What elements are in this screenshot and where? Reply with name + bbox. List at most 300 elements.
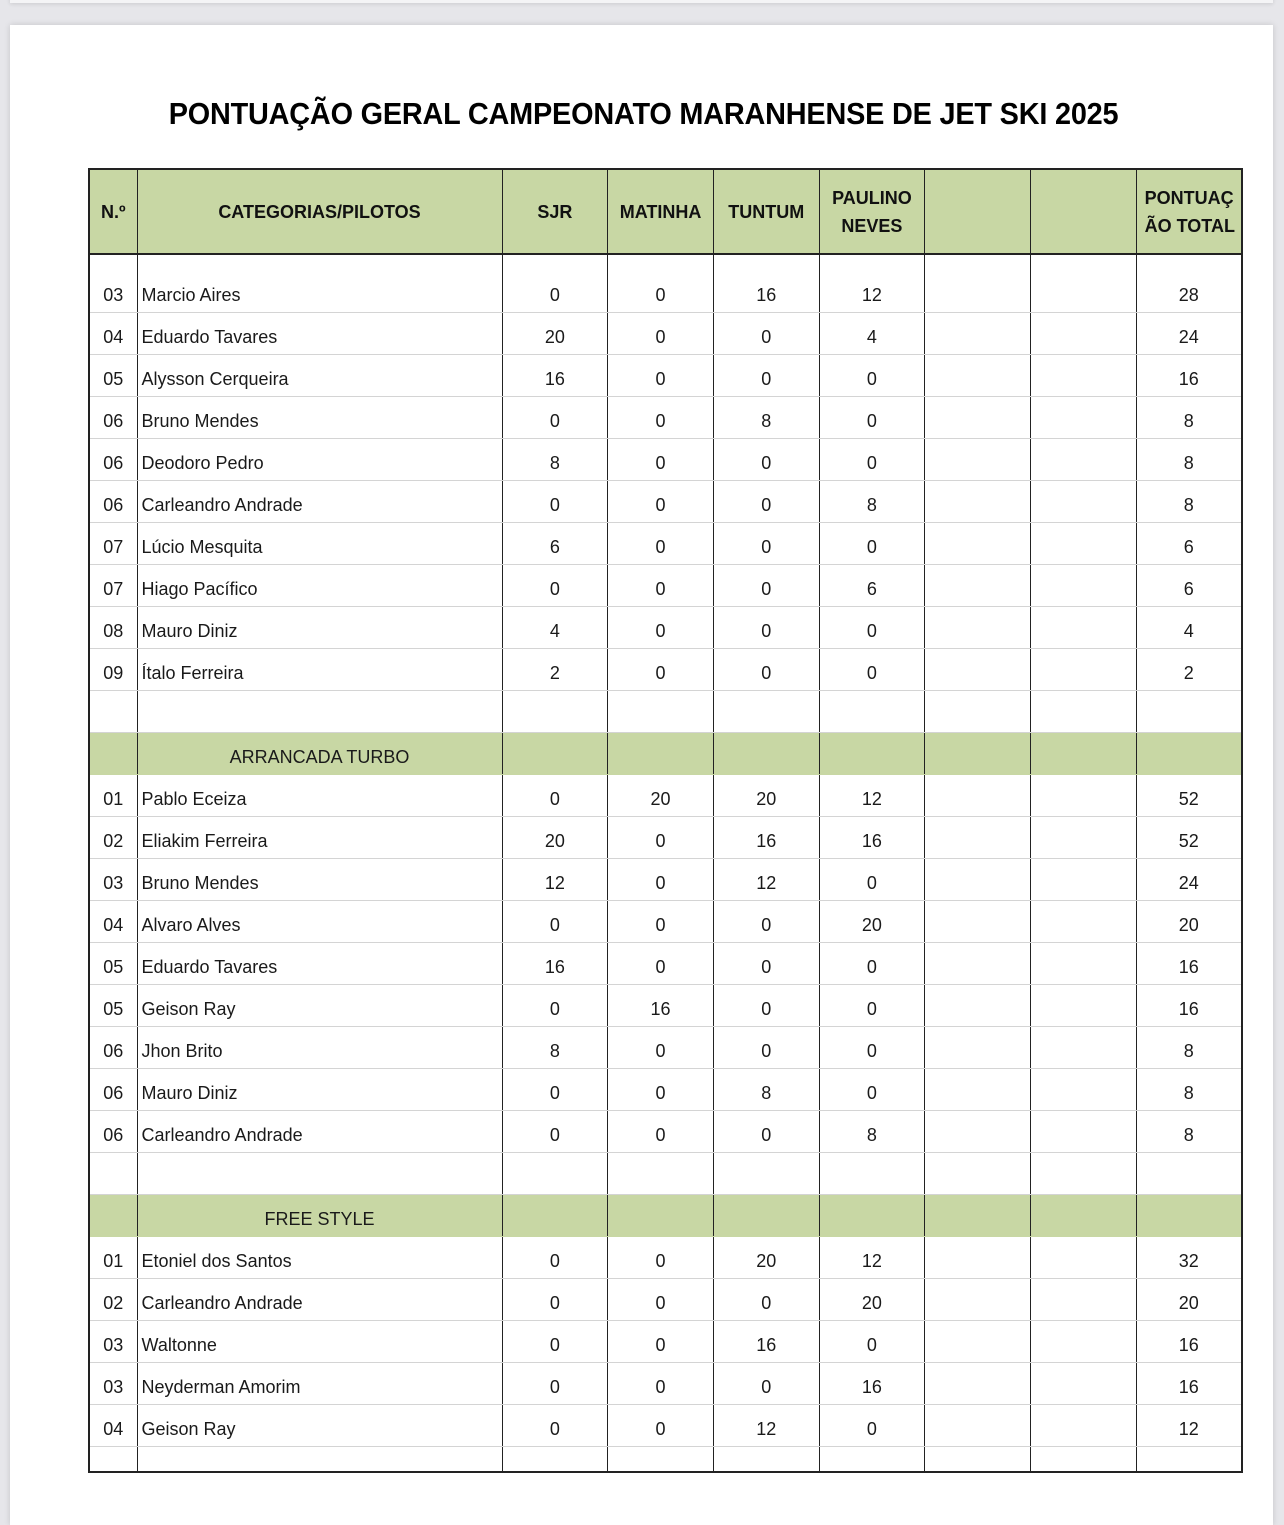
cell-matinha: 0 (608, 816, 714, 858)
cell-matinha (608, 1152, 714, 1194)
cell-total (1136, 732, 1242, 774)
cell-no: 02 (89, 816, 137, 858)
cell-sjr: 8 (502, 1026, 608, 1068)
cell-tuntum: 12 (713, 1404, 819, 1446)
cell-paulino-neves: 12 (819, 774, 925, 816)
cell-tuntum: 0 (713, 648, 819, 690)
header-row (89, 169, 1242, 254)
cell-total: 16 (1136, 1362, 1242, 1404)
pilot-row (89, 1068, 1242, 1110)
cell-matinha (608, 1194, 714, 1236)
cell-sjr: 0 (502, 1362, 608, 1404)
cell-paulino-neves: 20 (819, 1278, 925, 1320)
cell-pilot-name: Deodoro Pedro (137, 438, 502, 480)
cell-empty-1 (925, 1320, 1031, 1362)
cell-empty-1 (925, 564, 1031, 606)
cell-total: 8 (1136, 438, 1242, 480)
cell-pilot-name: Alysson Cerqueira (137, 354, 502, 396)
cell-empty-1 (925, 438, 1031, 480)
cell-total: 16 (1136, 942, 1242, 984)
cell-no: 06 (89, 1026, 137, 1068)
cell-tuntum (713, 1152, 819, 1194)
pilot-row (89, 858, 1242, 900)
pilot-row (89, 1362, 1242, 1404)
cell-total: 2 (1136, 648, 1242, 690)
cell-sjr: 0 (502, 774, 608, 816)
cell-paulino-neves: 12 (819, 254, 925, 312)
cell-pilot-name: Geison Ray (137, 984, 502, 1026)
pilot-row (89, 648, 1242, 690)
cell-sjr: 0 (502, 1320, 608, 1362)
cell-sjr (502, 732, 608, 774)
cell-pilot-name: Mauro Diniz (137, 1068, 502, 1110)
spacer-row (89, 1152, 1242, 1194)
cell-no: 08 (89, 606, 137, 648)
cell-pilot-name: Ítalo Ferreira (137, 648, 502, 690)
cell-empty-1 (925, 1194, 1031, 1236)
cell-empty-2 (1030, 354, 1136, 396)
scores-body (89, 254, 1242, 1472)
cell-empty-1 (925, 522, 1031, 564)
cell-no (89, 1446, 137, 1472)
header-total-points: PONTUAÇ ÃO TOTAL (1136, 169, 1242, 254)
cell-sjr: 4 (502, 606, 608, 648)
cell-paulino-neves: 0 (819, 522, 925, 564)
cell-total: 28 (1136, 254, 1242, 312)
cell-matinha: 0 (608, 1320, 714, 1362)
cell-empty-1 (925, 1026, 1031, 1068)
cell-empty-2 (1030, 1278, 1136, 1320)
cell-tuntum: 12 (713, 858, 819, 900)
cell-paulino-neves (819, 1194, 925, 1236)
cell-tuntum: 0 (713, 1362, 819, 1404)
cell-paulino-neves: 12 (819, 1236, 925, 1278)
cell-total: 8 (1136, 1068, 1242, 1110)
cell-total: 8 (1136, 396, 1242, 438)
cell-empty-2 (1030, 606, 1136, 648)
cell-tuntum (713, 690, 819, 732)
pilot-row (89, 438, 1242, 480)
cell-empty-2 (1030, 1152, 1136, 1194)
cell-empty-2 (1030, 1404, 1136, 1446)
cell-empty-1 (925, 942, 1031, 984)
cell-tuntum: 8 (713, 396, 819, 438)
cell-matinha: 0 (608, 1026, 714, 1068)
cell-empty-2 (1030, 1110, 1136, 1152)
cell-paulino-neves: 0 (819, 396, 925, 438)
cell-empty-1 (925, 1110, 1031, 1152)
cell-paulino-neves: 6 (819, 564, 925, 606)
cell-empty-1 (925, 1152, 1031, 1194)
cell-tuntum: 0 (713, 1026, 819, 1068)
cell-tuntum: 0 (713, 1110, 819, 1152)
cell-empty-1 (925, 396, 1031, 438)
cell-empty-1 (925, 1404, 1031, 1446)
header-no: N.º (89, 169, 137, 254)
cell-empty-1 (925, 1362, 1031, 1404)
cell-total: 8 (1136, 1026, 1242, 1068)
cell-no: 06 (89, 480, 137, 522)
header-tuntum: TUNTUM (713, 169, 819, 254)
cell-matinha: 0 (608, 396, 714, 438)
cell-paulino-neves: 0 (819, 648, 925, 690)
cell-matinha: 0 (608, 1362, 714, 1404)
pilot-row (89, 396, 1242, 438)
cell-sjr: 0 (502, 254, 608, 312)
cell-no (89, 690, 137, 732)
cell-sjr: 0 (502, 1110, 608, 1152)
cell-no: 03 (89, 1320, 137, 1362)
cell-tuntum: 0 (713, 354, 819, 396)
cell-paulino-neves (819, 1152, 925, 1194)
cell-empty-1 (925, 354, 1031, 396)
cell-empty-1 (925, 816, 1031, 858)
cell-tuntum: 0 (713, 522, 819, 564)
pilot-row (89, 354, 1242, 396)
cell-empty-2 (1030, 438, 1136, 480)
pilot-row (89, 522, 1242, 564)
cell-matinha: 0 (608, 1278, 714, 1320)
cell-empty-2 (1030, 522, 1136, 564)
cell-empty-1 (925, 1446, 1031, 1472)
cell-empty-1 (925, 690, 1031, 732)
pilot-row (89, 564, 1242, 606)
cell-sjr: 0 (502, 396, 608, 438)
cell-empty-2 (1030, 774, 1136, 816)
cell-tuntum (713, 1194, 819, 1236)
previous-page-edge (10, 0, 1273, 3)
cell-empty-1 (925, 774, 1031, 816)
cell-pilot-name: Hiago Pacífico (137, 564, 502, 606)
cell-empty-2 (1030, 564, 1136, 606)
cell-no: 06 (89, 396, 137, 438)
pilot-row (89, 254, 1242, 312)
cell-no: 02 (89, 1278, 137, 1320)
cell-tuntum: 0 (713, 606, 819, 648)
section-header-row (89, 1194, 1242, 1236)
cell-sjr: 6 (502, 522, 608, 564)
cell-tuntum: 16 (713, 816, 819, 858)
cell-paulino-neves: 8 (819, 480, 925, 522)
cell-matinha: 0 (608, 606, 714, 648)
pilot-row (89, 1320, 1242, 1362)
cell-matinha: 0 (608, 254, 714, 312)
cell-matinha: 0 (608, 438, 714, 480)
cell-empty-2 (1030, 732, 1136, 774)
cell-no (89, 732, 137, 774)
cell-no: 03 (89, 254, 137, 312)
cell-matinha: 0 (608, 354, 714, 396)
cell-empty-1 (925, 480, 1031, 522)
pilot-row (89, 774, 1242, 816)
cell-tuntum: 0 (713, 480, 819, 522)
header-sjr: SJR (502, 169, 608, 254)
scores-table (88, 168, 1243, 1473)
cell-total: 24 (1136, 312, 1242, 354)
cell-paulino-neves (819, 1446, 925, 1472)
cell-sjr: 12 (502, 858, 608, 900)
header-matinha: MATINHA (608, 169, 714, 254)
header-categories-pilots: CATEGORIAS/PILOTOS (137, 169, 502, 254)
cell-sjr: 0 (502, 1068, 608, 1110)
cell-tuntum: 20 (713, 1236, 819, 1278)
cell-empty-1 (925, 254, 1031, 312)
cell-pilot-name: Alvaro Alves (137, 900, 502, 942)
cell-empty-2 (1030, 942, 1136, 984)
cell-sjr: 0 (502, 1236, 608, 1278)
cell-no: 05 (89, 354, 137, 396)
header-empty-2 (1030, 169, 1136, 254)
cell-sjr: 0 (502, 564, 608, 606)
pilot-row (89, 1278, 1242, 1320)
spacer-row (89, 690, 1242, 732)
pilot-row (89, 606, 1242, 648)
pilot-row (89, 480, 1242, 522)
cell-total: 6 (1136, 564, 1242, 606)
cell-empty-1 (925, 606, 1031, 648)
cell-tuntum: 0 (713, 438, 819, 480)
cell-pilot-name: Neyderman Amorim (137, 1362, 502, 1404)
cell-total: 16 (1136, 984, 1242, 1026)
cell-total (1136, 1152, 1242, 1194)
cell-total: 12 (1136, 1404, 1242, 1446)
cell-tuntum: 0 (713, 1278, 819, 1320)
cell-sjr: 0 (502, 900, 608, 942)
cell-pilot-name (137, 690, 502, 732)
cell-empty-2 (1030, 1026, 1136, 1068)
cell-empty-2 (1030, 984, 1136, 1026)
cell-pilot-name: Mauro Diniz (137, 606, 502, 648)
cell-empty-2 (1030, 1446, 1136, 1472)
cell-empty-2 (1030, 396, 1136, 438)
cell-no: 03 (89, 858, 137, 900)
cell-empty-2 (1030, 312, 1136, 354)
cell-tuntum: 0 (713, 312, 819, 354)
cell-matinha: 0 (608, 1404, 714, 1446)
cell-matinha: 16 (608, 984, 714, 1026)
cell-paulino-neves: 0 (819, 1404, 925, 1446)
cell-pilot-name: Etoniel dos Santos (137, 1236, 502, 1278)
cell-matinha: 0 (608, 900, 714, 942)
cell-matinha: 0 (608, 1110, 714, 1152)
cell-total: 20 (1136, 900, 1242, 942)
cell-no: 01 (89, 774, 137, 816)
cell-paulino-neves: 0 (819, 1026, 925, 1068)
cell-no: 07 (89, 522, 137, 564)
pilot-row (89, 900, 1242, 942)
cell-tuntum: 0 (713, 942, 819, 984)
cell-matinha: 0 (608, 1068, 714, 1110)
cell-pilot-name: Waltonne (137, 1320, 502, 1362)
cell-matinha: 0 (608, 522, 714, 564)
cell-total: 4 (1136, 606, 1242, 648)
cell-no: 07 (89, 564, 137, 606)
cell-matinha (608, 690, 714, 732)
section-label: FREE STYLE (137, 1194, 502, 1236)
cell-empty-2 (1030, 816, 1136, 858)
header-empty-1 (925, 169, 1031, 254)
cell-pilot-name: Eliakim Ferreira (137, 816, 502, 858)
cell-no: 04 (89, 1404, 137, 1446)
cell-total: 6 (1136, 522, 1242, 564)
cell-paulino-neves (819, 690, 925, 732)
cell-tuntum: 0 (713, 564, 819, 606)
cell-matinha: 20 (608, 774, 714, 816)
pilot-row (89, 312, 1242, 354)
cell-empty-1 (925, 984, 1031, 1026)
cell-total: 8 (1136, 1110, 1242, 1152)
cell-pilot-name: Marcio Aires (137, 254, 502, 312)
cell-no: 01 (89, 1236, 137, 1278)
cell-sjr: 2 (502, 648, 608, 690)
cell-paulino-neves: 0 (819, 1068, 925, 1110)
cell-tuntum: 0 (713, 900, 819, 942)
cell-empty-1 (925, 312, 1031, 354)
cell-total: 52 (1136, 774, 1242, 816)
cell-total (1136, 1194, 1242, 1236)
cell-matinha: 0 (608, 942, 714, 984)
cell-paulino-neves: 16 (819, 1362, 925, 1404)
cell-matinha: 0 (608, 858, 714, 900)
cell-empty-1 (925, 900, 1031, 942)
cell-no: 05 (89, 984, 137, 1026)
cell-empty-2 (1030, 480, 1136, 522)
cell-total: 52 (1136, 816, 1242, 858)
cell-no: 06 (89, 1068, 137, 1110)
cell-pilot-name: Pablo Eceiza (137, 774, 502, 816)
cell-total: 24 (1136, 858, 1242, 900)
cell-empty-2 (1030, 900, 1136, 942)
cell-sjr (502, 690, 608, 732)
cell-no: 06 (89, 1110, 137, 1152)
cell-matinha: 0 (608, 1236, 714, 1278)
cell-pilot-name: Carleandro Andrade (137, 480, 502, 522)
cell-matinha: 0 (608, 648, 714, 690)
cell-total: 16 (1136, 354, 1242, 396)
cell-no (89, 1152, 137, 1194)
cell-tuntum: 8 (713, 1068, 819, 1110)
cell-sjr: 0 (502, 480, 608, 522)
cell-pilot-name: Lúcio Mesquita (137, 522, 502, 564)
cell-pilot-name: Eduardo Tavares (137, 942, 502, 984)
cell-total: 20 (1136, 1278, 1242, 1320)
pilot-row (89, 1026, 1242, 1068)
cell-pilot-name: Jhon Brito (137, 1026, 502, 1068)
pilot-row (89, 942, 1242, 984)
cell-no: 06 (89, 438, 137, 480)
cell-pilot-name (137, 1446, 502, 1472)
pilot-row (89, 1236, 1242, 1278)
cell-empty-1 (925, 1278, 1031, 1320)
cell-pilot-name: Eduardo Tavares (137, 312, 502, 354)
cell-sjr (502, 1152, 608, 1194)
cell-sjr: 16 (502, 942, 608, 984)
cell-matinha: 0 (608, 564, 714, 606)
cell-tuntum (713, 1446, 819, 1472)
cell-tuntum: 16 (713, 254, 819, 312)
cell-pilot-name: Carleandro Andrade (137, 1110, 502, 1152)
cell-empty-2 (1030, 1320, 1136, 1362)
cell-paulino-neves: 0 (819, 984, 925, 1026)
cell-total (1136, 1446, 1242, 1472)
section-header-row (89, 732, 1242, 774)
pilot-row (89, 1110, 1242, 1152)
cell-pilot-name: Carleandro Andrade (137, 1278, 502, 1320)
cell-no: 04 (89, 900, 137, 942)
cell-pilot-name: Geison Ray (137, 1404, 502, 1446)
cell-paulino-neves: 8 (819, 1110, 925, 1152)
cell-paulino-neves: 0 (819, 354, 925, 396)
cell-sjr: 0 (502, 984, 608, 1026)
cell-total: 32 (1136, 1236, 1242, 1278)
cell-sjr (502, 1194, 608, 1236)
cell-no: 09 (89, 648, 137, 690)
cell-paulino-neves: 20 (819, 900, 925, 942)
header-paulino-neves: PAULINO NEVES (819, 169, 925, 254)
cell-pilot-name: Bruno Mendes (137, 396, 502, 438)
cell-paulino-neves: 0 (819, 858, 925, 900)
cell-empty-2 (1030, 1362, 1136, 1404)
cell-no: 04 (89, 312, 137, 354)
cell-no (89, 1194, 137, 1236)
cell-empty-1 (925, 648, 1031, 690)
pilot-row (89, 1404, 1242, 1446)
cell-empty-2 (1030, 254, 1136, 312)
cell-empty-2 (1030, 1236, 1136, 1278)
cell-empty-1 (925, 732, 1031, 774)
cell-total: 16 (1136, 1320, 1242, 1362)
cell-empty-1 (925, 1068, 1031, 1110)
cell-tuntum: 20 (713, 774, 819, 816)
cell-paulino-neves: 4 (819, 312, 925, 354)
cell-no: 03 (89, 1362, 137, 1404)
cell-empty-2 (1030, 690, 1136, 732)
cell-paulino-neves: 0 (819, 942, 925, 984)
pilot-row (89, 984, 1242, 1026)
section-label: ARRANCADA TURBO (137, 732, 502, 774)
cell-empty-2 (1030, 858, 1136, 900)
cell-tuntum: 16 (713, 1320, 819, 1362)
cell-total: 8 (1136, 480, 1242, 522)
pilot-row (89, 816, 1242, 858)
cell-matinha: 0 (608, 312, 714, 354)
cell-total (1136, 690, 1242, 732)
cell-empty-1 (925, 858, 1031, 900)
cell-no: 05 (89, 942, 137, 984)
cell-sjr: 8 (502, 438, 608, 480)
cell-paulino-neves (819, 732, 925, 774)
cell-paulino-neves: 0 (819, 1320, 925, 1362)
cell-paulino-neves: 0 (819, 606, 925, 648)
document-title: PONTUAÇÃO GERAL CAMPEONATO MARANHENSE DE JET SKI 2025 (168, 96, 1119, 131)
cell-paulino-neves: 16 (819, 816, 925, 858)
cell-empty-1 (925, 1236, 1031, 1278)
cell-sjr: 20 (502, 816, 608, 858)
cell-paulino-neves: 0 (819, 438, 925, 480)
cell-sjr (502, 1446, 608, 1472)
cell-empty-2 (1030, 648, 1136, 690)
cell-tuntum (713, 732, 819, 774)
cell-pilot-name: Bruno Mendes (137, 858, 502, 900)
cell-sjr: 16 (502, 354, 608, 396)
trailing-empty-row (89, 1446, 1242, 1472)
cell-sjr: 0 (502, 1278, 608, 1320)
cell-empty-2 (1030, 1194, 1136, 1236)
cell-sjr: 0 (502, 1404, 608, 1446)
cell-tuntum: 0 (713, 984, 819, 1026)
cell-pilot-name (137, 1152, 502, 1194)
cell-sjr: 20 (502, 312, 608, 354)
